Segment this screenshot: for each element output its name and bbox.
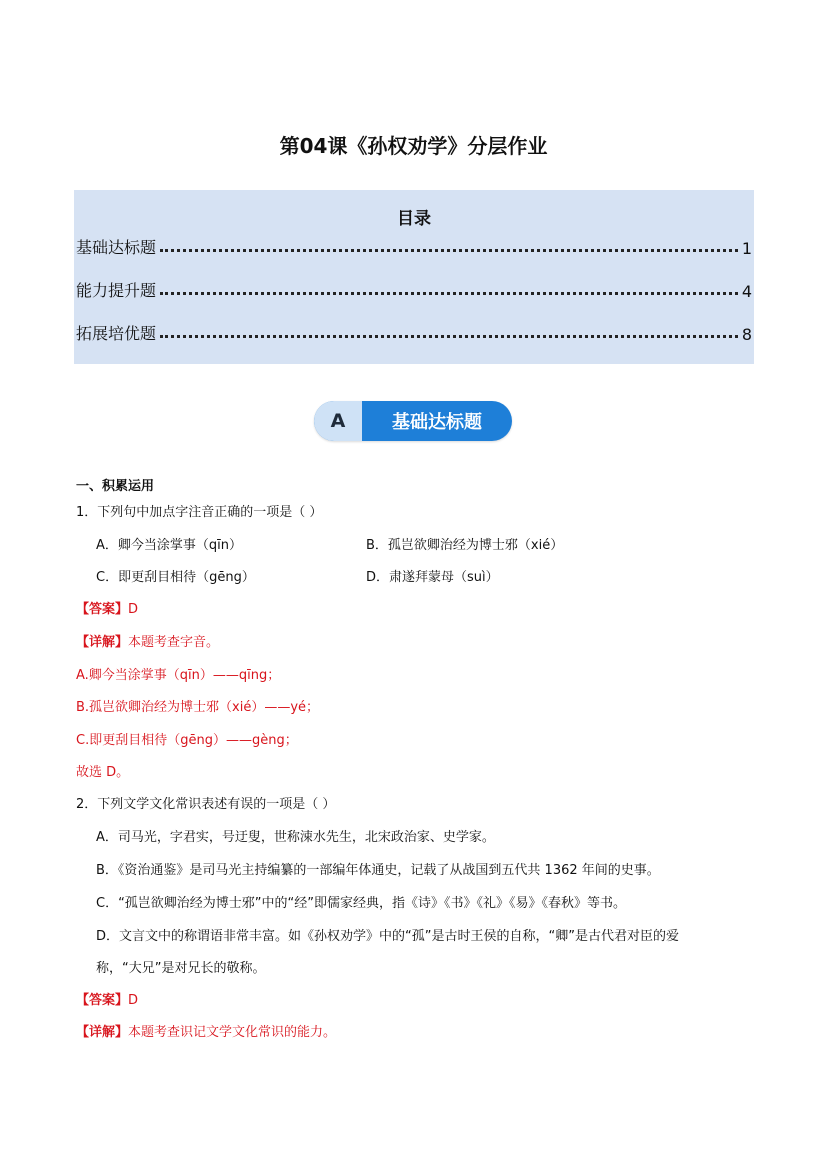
q1-option-b: B．孤岂欲卿治经为博士邪（xié） [366,538,564,553]
toc-page-number: 4 [741,282,752,301]
detail-text: 本题考查识记文学文化常识的能力。 [128,1025,337,1040]
detail-label: 【详解】 [76,635,129,650]
answer-value: D [128,993,139,1008]
toc-leader-dots [160,292,738,295]
badge-text: 基础达标题 [392,412,482,433]
toc-item-label: 拓展培优题 [76,324,157,343]
question-1-stem: 1．下列句中加点字注音正确的一项是（ ） [76,505,323,520]
answer-value: D [128,602,139,617]
toc-item-extension[interactable] [76,320,752,344]
q2-option-a: A．司马光，字君实，号迂叟，世称涑水先生，北宋政治家、史学家。 [96,830,495,845]
toc-page-number: 1 [741,239,752,258]
toc-item-basic[interactable] [76,234,752,258]
toc-leader-dots [160,335,738,338]
badge-letter: A [314,401,362,441]
toc-heading: 目录 [397,209,431,229]
toc-item-label: 能力提升题 [76,281,157,300]
table-of-contents [74,190,754,364]
q2-option-c: C．“孤岂欲卿治经为博士邪”中的“经”即儒家经典，指《诗》《书》《礼》《易》《春秋》等书。 [96,896,627,911]
section-badge [314,401,512,441]
q1-explain-a: A.卿今当涂掌事（qīn）——qīng； [76,668,281,683]
toc-item-label: 基础达标题 [76,238,157,257]
answer-label: 【答案】 [76,993,129,1008]
q1-explain-b: B.孤岂欲卿治经为博士邪（xié）——yé； [76,700,320,715]
toc-leader-dots [160,249,738,252]
detail-text: 本题考查字音。 [128,635,220,650]
question-2-stem: 2．下列文学文化常识表述有误的一项是（ ） [76,797,336,812]
q2-detail [76,1024,336,1042]
q1-option-d: D．肃遂拜蒙母（suì） [366,570,499,585]
answer-label: 【答案】 [76,602,129,617]
detail-label: 【详解】 [76,1025,129,1040]
q1-explain-c: C.即更刮目相待（gēng）——gèng； [76,733,298,748]
toc-item-advanced[interactable] [76,277,752,301]
q2-option-d: D．文言文中的称谓语非常丰富。如《孙权劝学》中的“孤”是古时王侯的自称，“卿”是古代君对臣的爱 [96,929,679,944]
q2-answer [76,992,138,1010]
q1-conclusion: 故选 D。 [76,765,130,780]
page-title: 第04课《孙权劝学》分层作业 [279,134,548,158]
section-heading: 一、积累运用 [76,479,155,494]
q2-option-d-cont: 称，“大兄”是对兄长的敬称。 [96,961,266,976]
q1-answer [76,601,138,619]
q2-option-b: B．《资治通鉴》是司马光主持编纂的一部编年体通史，记载了从战国到五代共 1362 年间的史事。 [96,863,660,878]
q1-option-c: C．即更刮目相待（gēng） [96,570,255,585]
q1-detail [76,634,219,652]
q1-option-a: A．卿今当涂掌事（qīn） [96,538,242,553]
toc-page-number: 8 [741,325,752,344]
